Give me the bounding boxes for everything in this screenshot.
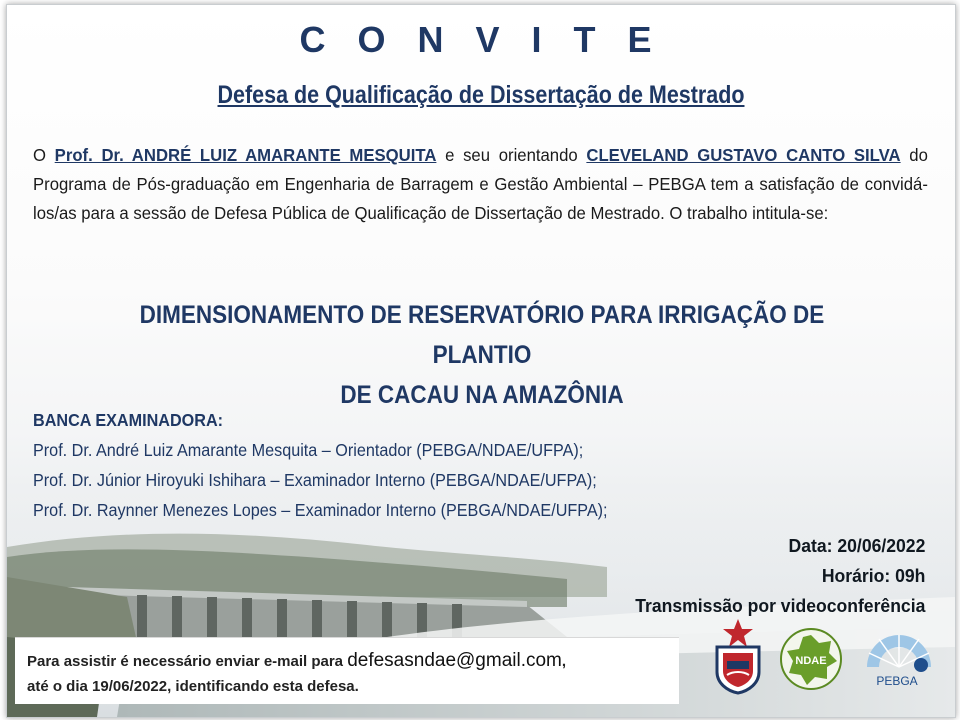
event-mode: Transmissão por videoconferência — [634, 595, 925, 616]
board-member: Prof. Dr. Júnior Hiroyuki Ishihara – Examinador Interno (PEBGA/NDAE/UFPA); — [33, 470, 597, 490]
examining-board — [33, 405, 695, 525]
attendance-notice — [15, 637, 679, 704]
ndae-seal-logo — [779, 627, 843, 691]
board-member: Prof. Dr. André Luiz Amarante Mesquita – Orientador (PEBGA/NDAE/UFPA); — [33, 440, 584, 460]
board-member: Prof. Dr. Raynner Menezes Lopes – Examinador Interno (PEBGA/NDAE/UFPA); — [33, 500, 608, 520]
examining-board-heading: BANCA EXAMINADORA: — [33, 410, 224, 430]
intro-text-end: do Programa de Pós-graduação em Engenharia de Barragem e Gestão Ambiental – PEBGA tem a satisfação de convidá-los/as para a sessão de Defesa Pública de Qualificação de Dissertação de Mestrado. O trabalho intitula-se: — [33, 145, 928, 223]
student-name: CLEVELAND GUSTAVO CANTO SILVA — [586, 145, 901, 165]
intro-paragraph — [33, 141, 928, 228]
ufpa-crest-logo — [709, 617, 767, 695]
pebga-logo-text: PEBGA — [876, 674, 918, 688]
invitation-subtitle: Defesa de Qualificação de Dissertação de Mestrado — [217, 81, 745, 109]
thesis-title-line-2: DE CACAU NA AMAZÔNIA — [340, 381, 624, 409]
notice-line-2: até o dia 19/06/2022, identificando esta defesa. — [27, 678, 359, 695]
thesis-title-line-1: DIMENSIONAMENTO DE RESERVATÓRIO PARA IRRIGAÇÃO DE PLANTIO — [139, 301, 825, 369]
event-details — [635, 531, 925, 621]
intro-text-start: O — [33, 145, 55, 165]
invitation-card — [6, 4, 956, 718]
notice-line-1-prefix: Para assistir é necessário enviar e-mail para — [27, 653, 348, 670]
attendance-notice-text — [27, 648, 566, 699]
event-time: Horário: 09h — [821, 565, 925, 586]
thesis-title — [91, 295, 874, 415]
intro-text-middle: e seu orientando — [436, 145, 587, 165]
event-date: Data: 20/06/2022 — [788, 535, 925, 556]
ndae-logo-text: NDAE — [795, 655, 827, 667]
contact-email[interactable]: defesasndae@gmail.com — [347, 650, 562, 671]
pebga-logo — [859, 623, 939, 691]
invitation-title: C O N V I T E — [299, 19, 663, 60]
advisor-name: Prof. Dr. ANDRÉ LUIZ AMARANTE MESQUITA — [54, 145, 437, 165]
notice-line-1-suffix: , — [561, 653, 567, 670]
